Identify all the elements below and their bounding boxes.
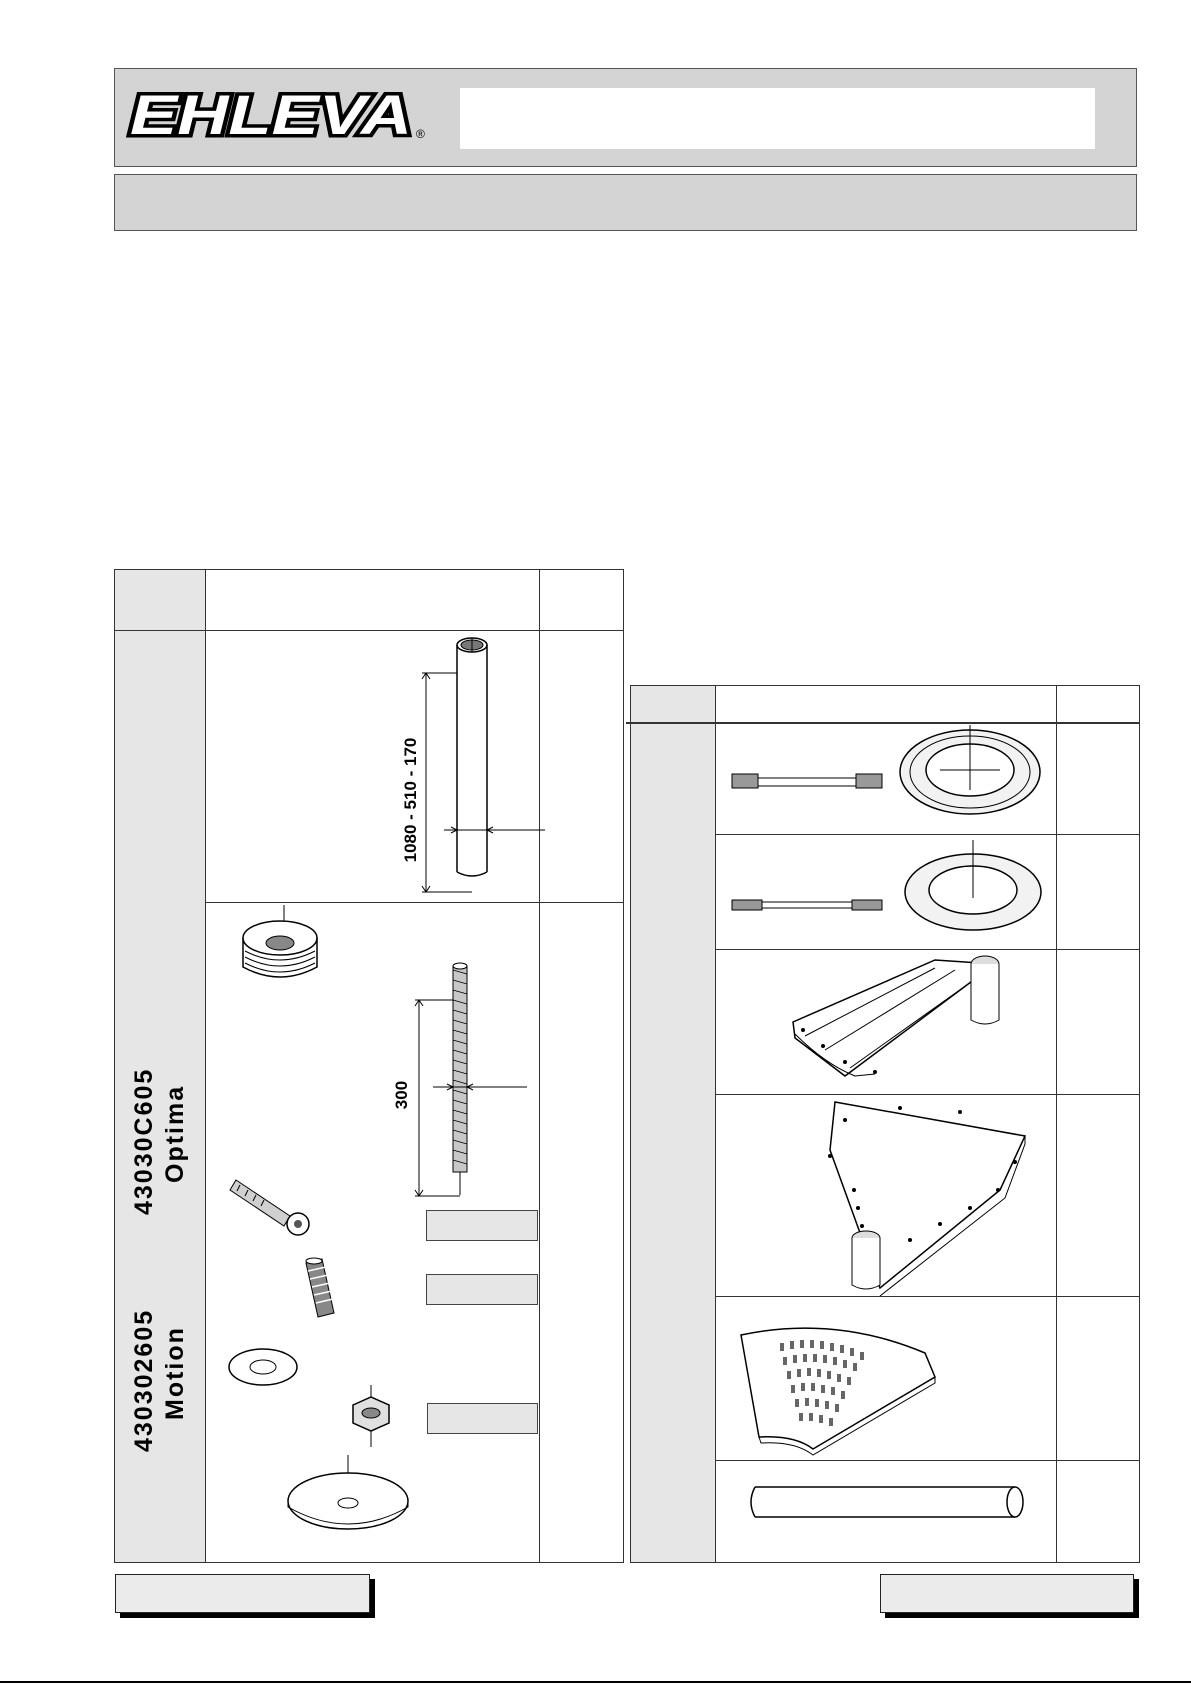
header-title-field (460, 88, 1095, 149)
logo-text: EHLEVA (130, 83, 412, 146)
tube-drawing (400, 630, 560, 900)
row-divider (206, 902, 623, 903)
right-left-column-background (631, 686, 716, 1562)
right-column-divider (1056, 686, 1057, 1562)
threaded-insert-drawing (230, 905, 330, 1005)
threaded-rod-drawing (405, 960, 545, 1200)
part-tag (427, 1403, 538, 1434)
part-tag (426, 1274, 538, 1305)
model-name-optima: Optima (161, 1084, 189, 1183)
triangle-plate-drawing (810, 1100, 1030, 1300)
footer-box-left (115, 1574, 370, 1613)
model-name-motion: Motion (161, 1326, 189, 1420)
part-tag (426, 1210, 538, 1241)
registered-mark: ® (416, 127, 425, 141)
nut-drawing (345, 1385, 405, 1455)
model-label-optima (129, 1068, 191, 1215)
subtitle-bar (114, 174, 1137, 231)
ehleva-logo (128, 83, 428, 146)
model-code-optima: 43030C605 (130, 1067, 158, 1215)
footer-box-right (880, 1574, 1134, 1613)
rod-dimension-label: 300 (392, 1080, 411, 1110)
flange-ring-1-drawing (730, 720, 1050, 820)
base-disc-drawing (285, 1455, 415, 1535)
support-arm-drawing (785, 950, 1025, 1085)
cylinder-rod-drawing (745, 1485, 1035, 1525)
bolt-drawing (230, 1172, 330, 1242)
row-divider (716, 1094, 1139, 1095)
model-code-motion: 430302605 (130, 1308, 158, 1452)
row-divider (716, 1460, 1139, 1461)
threaded-sleeve-drawing (300, 1255, 340, 1325)
row-divider (716, 834, 1139, 835)
perforated-sector-drawing (735, 1325, 940, 1455)
flange-ring-2-drawing (730, 840, 1050, 930)
tube-dimension-label: 1080 - 510 - 170 (401, 737, 420, 863)
washer-drawing (226, 1345, 301, 1390)
model-label-motion (129, 1309, 191, 1452)
bottom-rule (0, 1681, 1191, 1683)
